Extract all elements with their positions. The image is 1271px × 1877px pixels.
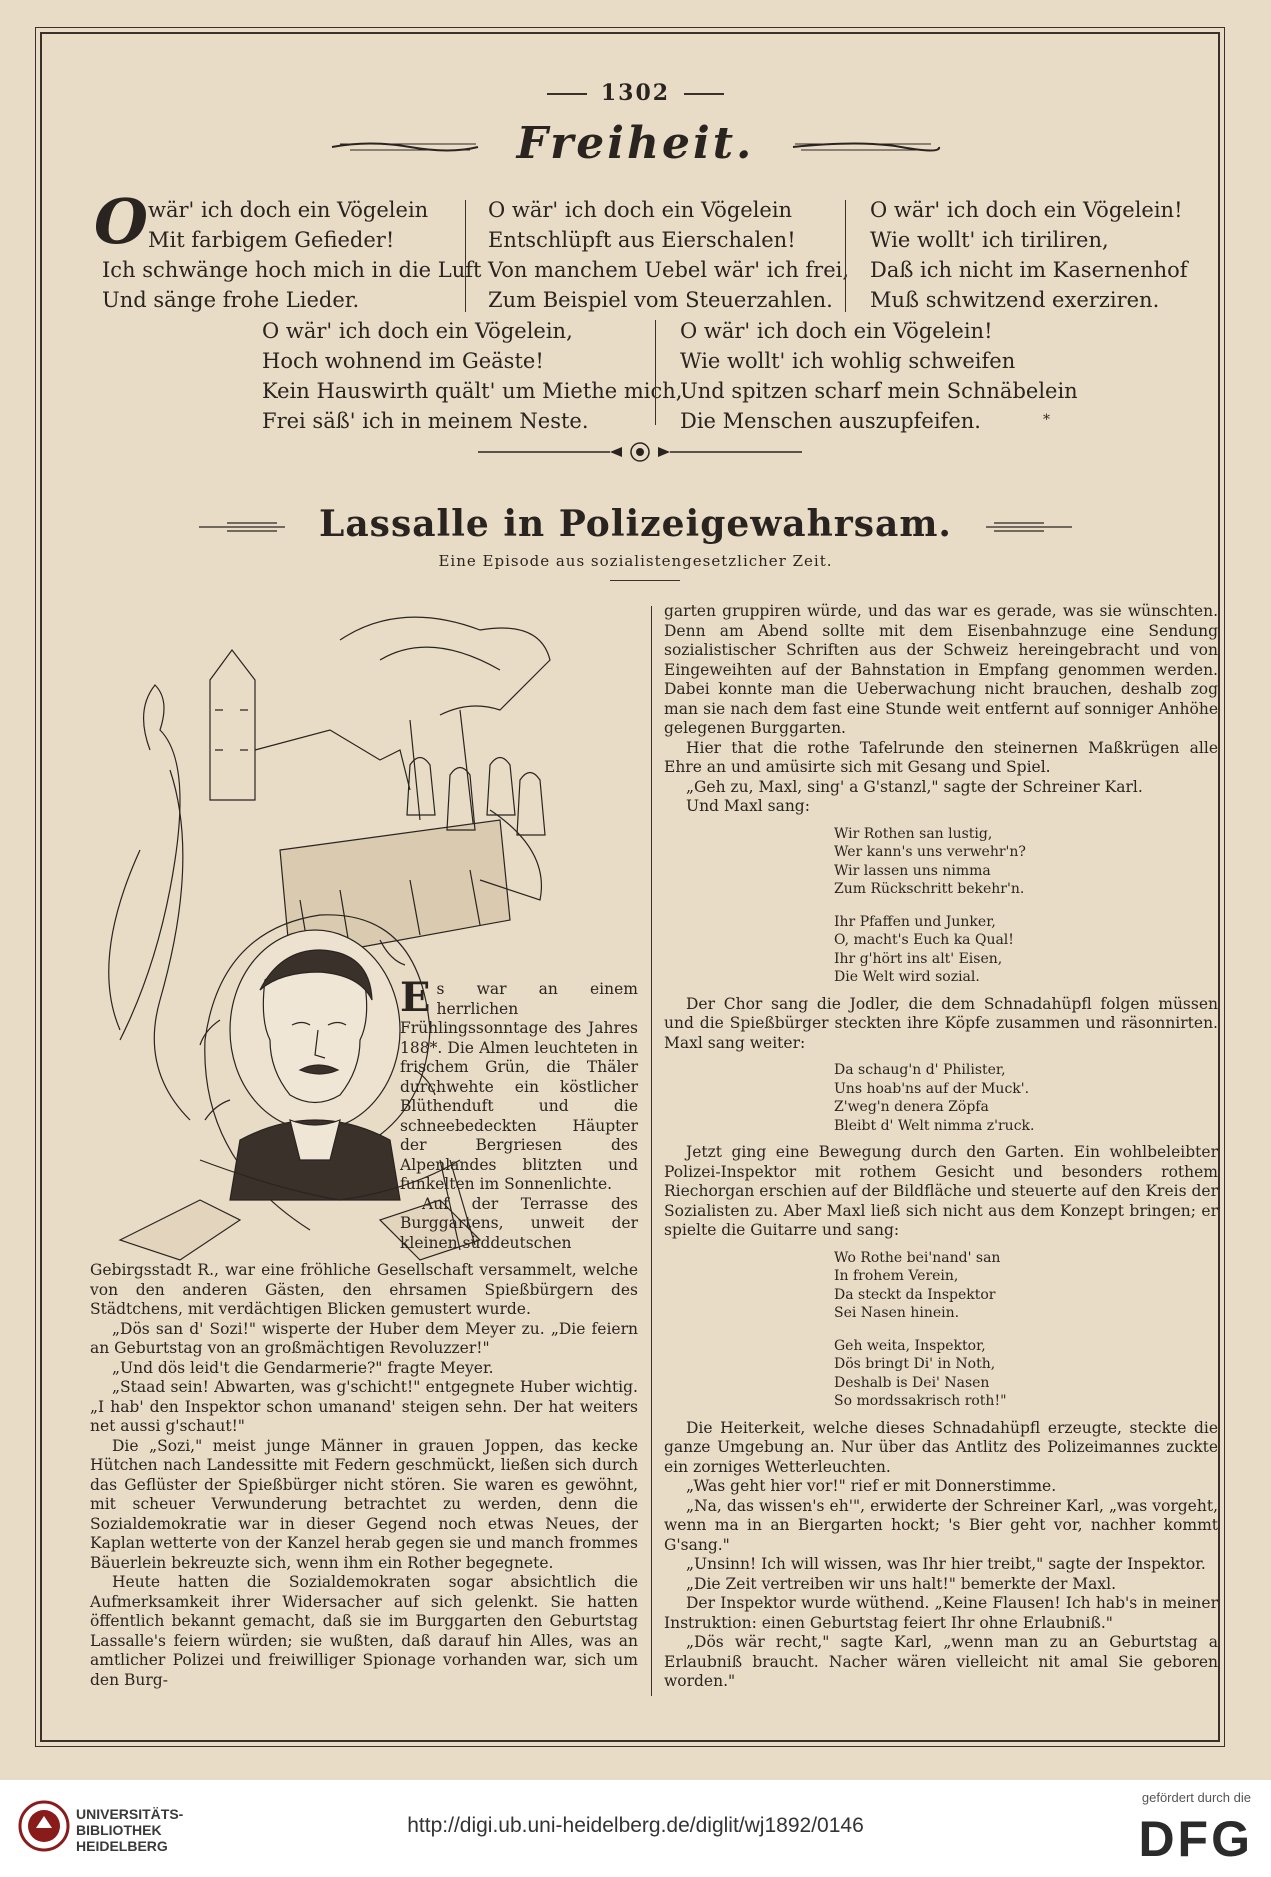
paragraph: Und Maxl sang: [686, 797, 810, 815]
intro-paragraph-2: Auf der Terrasse des Burggartens, unweit der kleinen süddeutschen [400, 1194, 638, 1252]
subtitle-rule [610, 580, 680, 581]
verse-line: Geh weita, Inspektor, [834, 1337, 986, 1354]
verse-line: Da steckt da Inspektor [834, 1286, 996, 1303]
paragraph: „Was geht hier vor!" rief er mit Donnerstimme. [686, 1477, 1057, 1495]
paragraph: Der Inspektor wurde wüthend. „Keine Flausen! Ich hab's in meiner Instruktion: einen Geburtstag feiert Ihr ohne Erlaubniß." [664, 1594, 1218, 1632]
article-left-column [90, 1261, 638, 1690]
stanza-5 [680, 316, 1078, 436]
stanza-line: Mit farbigem Gefieder! [148, 228, 395, 252]
stanza-line: Und sänge frohe Lieder. [102, 288, 360, 312]
paragraph: „Dös san d' Sozi!" wisperte der Huber dem Meyer zu. „Die feiern an Geburtstag von an großmächtigen Revoluzzer!" [90, 1319, 638, 1357]
poem-end-mark: * [1043, 412, 1050, 428]
intro-paragraph [400, 974, 638, 1195]
stanza-line: Wie wollt' ich wohlig schweifen [680, 349, 1016, 373]
verse-line: So mordssakrisch roth!" [834, 1393, 1007, 1409]
verse-line: Wo Rothe bei'nand' san [834, 1249, 1001, 1266]
paragraph: „Die Zeit vertreiben wir uns halt!" bemerkte der Maxl. [686, 1574, 1117, 1593]
article-title-text: Lassalle in Polizeigewahrsam. [319, 503, 952, 545]
verse-line: Zum Rückschritt bekehr'n. [834, 881, 1025, 897]
library-line: HEIDELBERG [76, 1838, 168, 1854]
song-verse [834, 825, 1218, 987]
verse-line: Z'weg'n denera Zöpfa [834, 1099, 989, 1115]
paragraph: „Geh zu, Maxl, sing' a G'stanzl," sagte der Schreiner Karl. [686, 777, 1143, 796]
verse-line: Bleibt d' Welt nimma z'ruck. [834, 1117, 1035, 1134]
funding-note: gefördert durch die [1141, 1790, 1251, 1805]
stanza-line: O wär' ich doch ein Vögelein! [680, 319, 993, 343]
right-swash-ornament [984, 520, 1074, 534]
paragraph: Hier that die rothe Tafelrunde den steinernen Maßkrügen alle Ehre an und amüsirte sich mit Gesang und Spiel. [664, 738, 1218, 776]
stanza-line: Die Menschen auszupfeifen. [680, 409, 981, 433]
verse-line: Sei Nasen hinein. [834, 1305, 960, 1321]
article-dropcap: E [400, 974, 431, 1021]
paragraph: „Und dös leid't die Gendarmerie?" fragte Meyer. [112, 1358, 494, 1377]
stanza-line: Von manchem Uebel wär' ich frei, [488, 258, 850, 282]
paragraph: „Na, das wissen's eh'", erwiderte der Schreiner Karl, „was vorgeht, wenn ma in an Biergarten hockt; 's Bier geht vor, nachher kommt G'sang." [664, 1496, 1218, 1554]
article-title [0, 503, 1271, 545]
verse-line: Wir Rothen san lustig, [834, 825, 993, 842]
verse-line: Deshalb is Dei' Nasen [834, 1374, 990, 1391]
stanza-line: Ich schwänge hoch mich in die Luft [102, 258, 482, 282]
poem-title-text: Freiheit. [516, 118, 755, 169]
verse-line: Die Welt wird sozial. [834, 969, 980, 985]
library-line: UNIVERSITÄTS- [76, 1806, 184, 1822]
verse-line [834, 899, 1218, 913]
verse-line: O, macht's Euch ka Qual! [834, 932, 1014, 948]
stanza-2 [488, 195, 849, 315]
page-number: 1302 [0, 80, 1271, 106]
article-intro-wrap [400, 974, 638, 1253]
song-verse [834, 1249, 1218, 1411]
poem-dropcap: O [94, 185, 149, 258]
stanza-1 [102, 195, 482, 315]
verse-line: Wir lassen uns nimma [834, 862, 991, 879]
paragraph: Gebirgsstadt R., war eine fröhliche Gesellschaft versammelt, welche von den anderen Gästen, den ehrsamen Spießbürgern des Städtchens, mit verdächtigen Blicken gemustert wurde. [90, 1261, 638, 1318]
stanza-divider [655, 320, 656, 425]
paragraph: „Staad sein! Abwarten, was g'schicht!" entgegnete Huber wichtig. „I hab' den Inspektor schon umanand' steigen sehn. Der hat weiters net aussi g'schaut!" [90, 1378, 638, 1435]
verse-line: Da schaug'n d' Philister, [834, 1062, 1006, 1078]
paragraph: Heute hatten die Sozialdemokraten sogar absichtlich die Aufmerksamkeit ihrer Widersacher auf sich gelenkt. Sie hatten öffentlich bekannt gemacht, daß sie im Burggarten den Geburtstag Lassalle's feiern würden; sie wußten, daß darauf hin Alles, was an amtlicher Polizei und freiwilliger Spionage vorhanden war, sich um den Burg- [90, 1573, 638, 1689]
verse-line: In frohem Verein, [834, 1268, 959, 1284]
right-swash-ornament [791, 140, 941, 154]
stanza-line: O wär' ich doch ein Vögelein [488, 198, 793, 222]
stanza-line: Frei säß' ich in meinem Neste. [262, 409, 589, 433]
stanza-line: wär' ich doch ein Vögelein [148, 198, 429, 222]
paragraph: Der Chor sang die Jodler, die dem Schnadahüpfl folgen müssen und die Spießbürger steckten ihre Köpfe zusammen und räsonnirten. Maxl sang weiter: [664, 994, 1218, 1052]
stanza-line: O wär' ich doch ein Vögelein! [870, 198, 1183, 222]
stanza-3 [870, 195, 1188, 315]
poem-title [0, 118, 1271, 169]
stanza-divider [465, 200, 466, 312]
paragraph: Die Heiterkeit, welche dieses Schnadahüpfl erzeugte, steckte die ganze Umgebung an. Nur über das Antlitz des Polizeimannes zuckte ein zorniges Wetterleuchten. [664, 1418, 1218, 1476]
stanza-line: Entschlüpft aus Eierschalen! [488, 228, 796, 252]
library-line: BIBLIOTHEK [76, 1822, 162, 1838]
song-verse [834, 1061, 1218, 1135]
paragraph: Die „Sozi," meist junge Männer in grauen Joppen, das kecke Hütchen nach Landessitte mit Federn geschmückt, ließen sich durch das Geflüster der Spießbürger nicht stören. Sie waren es gewöhnt, mit scheuer Verwunderung betrachtet zu werden, denn die Sozialdemokratie war in dieser Gegend noch etwas Neues, der Kaplan wetterte von der Kanzel herab gegen sie und manch frommes Bäuerlein bekreuzte sich, wenn ihm ein Rother begegnete. [90, 1436, 638, 1572]
stanza-line: Hoch wohnend im Geäste! [262, 349, 544, 373]
verse-line: Ihr Pfaffen und Junker, [834, 913, 996, 930]
stanza-divider [845, 200, 846, 312]
verse-line: Wer kann's uns verwehr'n? [834, 844, 1026, 860]
stanza-4 [262, 316, 682, 436]
source-url-link[interactable]: http://digi.ub.uni-heidelberg.de/diglit/wj1892/0146 [407, 1814, 864, 1837]
stanza-line: Muß schwitzend exerziren. [870, 288, 1160, 312]
stanza-line: Kein Hauswirth quält' um Miethe mich, [262, 379, 683, 403]
section-divider-ornament [470, 442, 810, 462]
verse-line: Uns hoab'ns auf der Muck'. [834, 1080, 1030, 1097]
dfg-logo: DFG [1138, 1811, 1253, 1867]
paragraph: „Unsinn! Ich will wissen, was Ihr hier treibt," sagte der Inspektor. [686, 1555, 1206, 1573]
left-swash-ornament [197, 520, 287, 534]
left-swash-ornament [330, 140, 480, 154]
stanza-line: Und spitzen scharf mein Schnäbelein [680, 379, 1078, 403]
stanza-line: O wär' ich doch ein Vögelein, [262, 319, 573, 343]
paragraph: „Dös wär recht," sagte Karl, „wenn man zu an Geburtstag a Erlaubniß braucht. Nacher wären vielleicht nit amal Sie geboren worden." [664, 1633, 1218, 1690]
column-divider [651, 606, 652, 1696]
stanza-line: Daß ich nicht im Kasernenhof [870, 258, 1188, 282]
verse-line: Dös bringt Di' in Noth, [834, 1356, 996, 1372]
article-subtitle: Eine Episode aus sozialistengesetzlicher Zeit. [438, 552, 833, 570]
verse-line [834, 1323, 1218, 1337]
verse-line: Ihr g'hört ins alt' Eisen, [834, 950, 1003, 967]
stanza-line: Zum Beispiel vom Steuerzahlen. [488, 288, 833, 312]
stanza-line: Wie wollt' ich tiriliren, [870, 228, 1109, 252]
paragraph: garten gruppiren würde, und das war es gerade, was sie wünschten. Denn am Abend sollte mit dem Eisenbahnzuge eine Sendung sozialistischer Schriften aus der Schweiz hereingebracht und von Eingeweihten auf der Bahnstation in Empfang genommen werden. Dabei konnte man die Ueberwachung nicht brauchen, deshalb zog man sie nach dem fast eine Stunde weit entfernt auf sonniger Anhöhe gelegenen Burggarten. [664, 602, 1218, 737]
paragraph: Jetzt ging eine Bewegung durch den Garten. Ein wohlbeleibter Polizei-Inspektor mit rothem Gesicht und besonders rothem Riechorgan erschien auf der Bildfläche und steuerte auf den Kreis der Sozialisten zu. Aber Maxl ließ sich nicht aus dem Konzept bringen; er spielte die Guitarre und sang: [664, 1143, 1218, 1239]
article-right-column [664, 602, 1218, 1692]
intro-text: s war an einem herrlichen Frühlingssonntage des Jahres 188*. Die Almen leuchteten in frischem Grün, die Thäler durchwehte ein köstlicher Blüthenduft und die schneebedeckten Häupter der Bergriesen des Alpenlandes blitzten und funkelten im Sonnenlichte. [400, 980, 638, 1193]
